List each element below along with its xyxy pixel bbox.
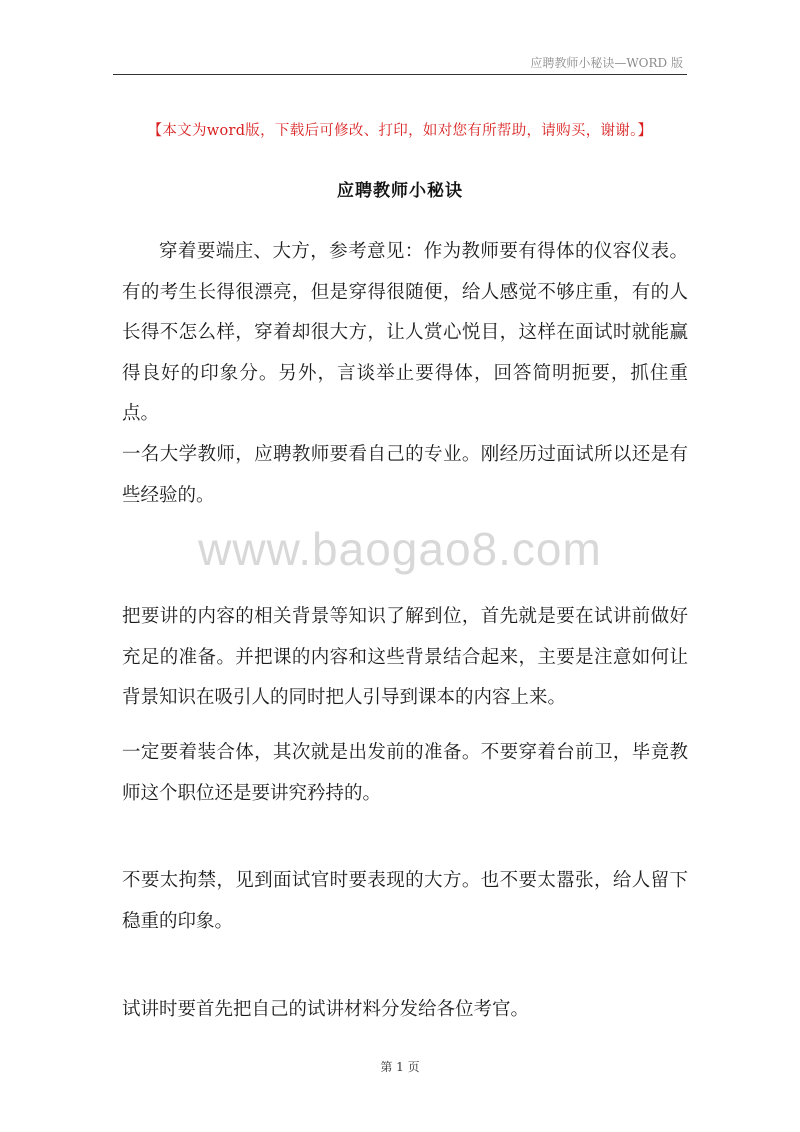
paragraph-3: 把要讲的内容的相关背景等知识了解到位，首先就是要在试讲前做好充足的准备。并把课的内容和这些背景结合起来，主要是注意如何让背景知识在吸引人的同时把人引导到课本的内容上来。 <box>122 606 688 708</box>
paragraph-6: 试讲时要首先把自己的试讲材料分发给各位考官。 <box>122 999 530 1020</box>
header-title: 应聘教师小秘诀—WORD 版 <box>530 56 683 70</box>
header-divider <box>113 74 687 75</box>
watermark: www.baogao8.com <box>198 523 602 575</box>
paragraph-1: 穿着要端庄、大方，参考意见：作为教师要有得体的仪容仪表。有的考生长得很漂亮，但是穿得很随便，给人感觉不够庄重，有的人长得不怎么样，穿着却很大方，让人赏心悦目，这样在面试时就能赢得良好的印象分。另外，言谈举止要得体，回答简明扼要，抓住重点。 <box>122 241 688 424</box>
paragraph-5: 不要太拘禁，见到面试官时要表现的大方。也不要太嚣张，给人留下稳重的印象。 <box>122 870 688 932</box>
paragraph-4: 一定要着装合体，其次就是出发前的准备。不要穿着台前卫，毕竟教师这个职位还是要讲究矜持的。 <box>122 742 688 804</box>
purchase-notice: 【本文为word版，下载后可修改、打印，如对您有所帮助，请购买，谢谢。】 <box>147 123 653 139</box>
document-title: 应聘教师小秘诀 <box>337 181 463 201</box>
paragraph-2: 一名大学教师，应聘教师要看自己的专业。刚经历过面试所以还是有些经验的。 <box>122 444 688 506</box>
page-number: 第 1 页 <box>380 1060 420 1074</box>
